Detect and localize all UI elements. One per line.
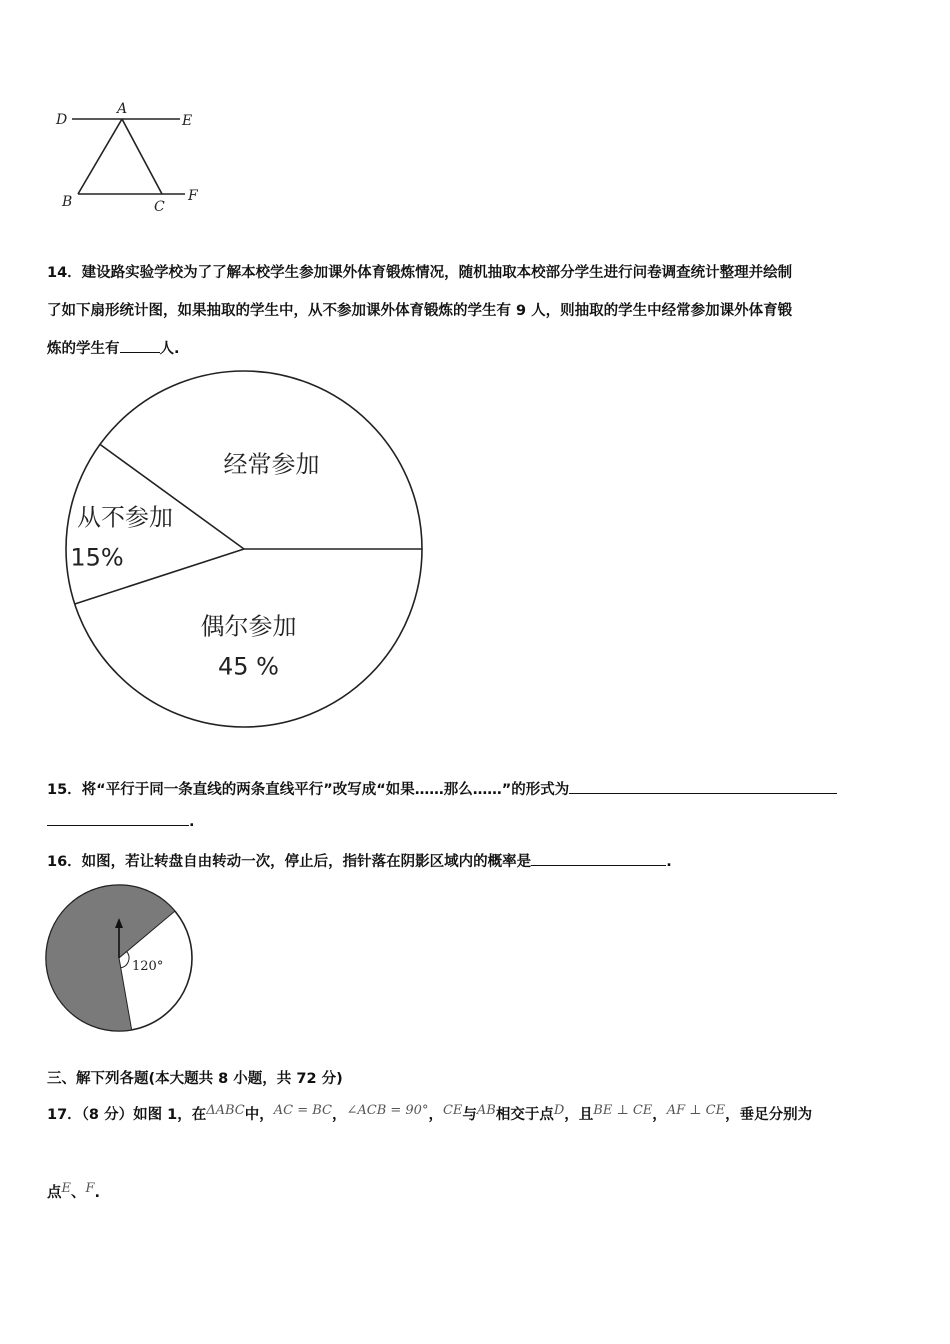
math-angle-acb: ∠ACB = 90° [346, 1103, 429, 1118]
label-a: A [117, 101, 128, 117]
section-3-heading: 三、解下列各题(本大题共 8 小题，共 72 分) [47, 1071, 343, 1087]
label-c: C [154, 199, 165, 215]
q17-text-6: ，且 [564, 1107, 594, 1123]
q16-line [47, 850, 672, 871]
math-ac-eq-bc: AC = BC [273, 1103, 332, 1118]
pie-slice-label: 从不参加 [76, 503, 173, 532]
q15-answer-blank-1[interactable] [569, 793, 837, 794]
pie-slice-label: 偶尔参加 [200, 612, 297, 641]
q15-line1 [47, 778, 837, 799]
q17-text-10: . [94, 1185, 101, 1201]
spinner-figure [44, 882, 199, 1032]
q17-line2-prefix: 点 [47, 1185, 62, 1201]
pie-chart [60, 366, 440, 736]
math-triangle-abc: ΔABC [206, 1103, 245, 1118]
math-ab: AB [476, 1103, 496, 1118]
q16-answer-blank[interactable] [531, 865, 666, 866]
q17-text-7: ， [652, 1107, 667, 1123]
label-e: E [182, 113, 193, 129]
q17-line2 [47, 1181, 100, 1202]
q14-line3-end: 人. [159, 341, 180, 357]
pie-slice-label: 经常参加 [223, 450, 320, 479]
math-af-perp-ce: AF ⊥ CE [666, 1103, 726, 1118]
pie-slice-value: 45 % [217, 652, 279, 681]
q15-line2 [47, 814, 195, 830]
q17-text-8: ，垂足分别为 [725, 1107, 813, 1123]
q15-text: 15．将“平行于同一条直线的两条直线平行”改写成“如果……那么……”的形式为 [47, 782, 570, 798]
q17-text-3: ， [428, 1107, 443, 1123]
q17-text-9: 、 [71, 1185, 86, 1201]
math-be-perp-ce: BE ⊥ CE [593, 1103, 653, 1118]
math-e: E [61, 1181, 71, 1196]
label-d: D [56, 112, 68, 128]
side-ab [78, 119, 122, 194]
math-f: F [85, 1181, 95, 1196]
q15-answer-blank-2[interactable] [47, 825, 189, 826]
q17-line1 [47, 1103, 812, 1124]
side-ac [122, 119, 162, 194]
q16-end: . [666, 854, 672, 870]
q17-text-5: 相交于点 [495, 1107, 554, 1123]
math-ce: CE [442, 1103, 463, 1118]
angle-label: 120° [132, 959, 164, 974]
q14-line3-text: 炼的学生有 [47, 341, 120, 357]
label-f: F [188, 188, 198, 204]
q14-line1: 14．建设路实验学校为了了解本校学生参加课外体育锻炼情况，随机抽取本校部分学生进行问卷调查统计整理并绘制 [47, 265, 793, 281]
q14-line2: 了如下扇形统计图，如果抽取的学生中，从不参加课外体育锻炼的学生有 9 人，则抽取的学生中经常参加课外体育锻 [47, 303, 793, 319]
q14-answer-blank[interactable] [120, 352, 160, 353]
q17-prefix: 17．（8 分）如图 1，在 [47, 1107, 207, 1123]
q15-end: . [189, 814, 195, 830]
q17-text-4: 与 [462, 1107, 477, 1123]
pie-slice-value: 15% [70, 543, 124, 572]
math-d: D [553, 1103, 565, 1118]
label-b: B [62, 194, 73, 210]
q17-text-1: 中， [244, 1107, 274, 1123]
triangle-parallel-figure [40, 95, 220, 220]
q14-line3 [47, 337, 180, 358]
q16-text: 16．如图，若让转盘自由转动一次，停止后，指针落在阴影区域内的概率是 [47, 854, 532, 870]
q17-text-2: ， [331, 1107, 347, 1123]
